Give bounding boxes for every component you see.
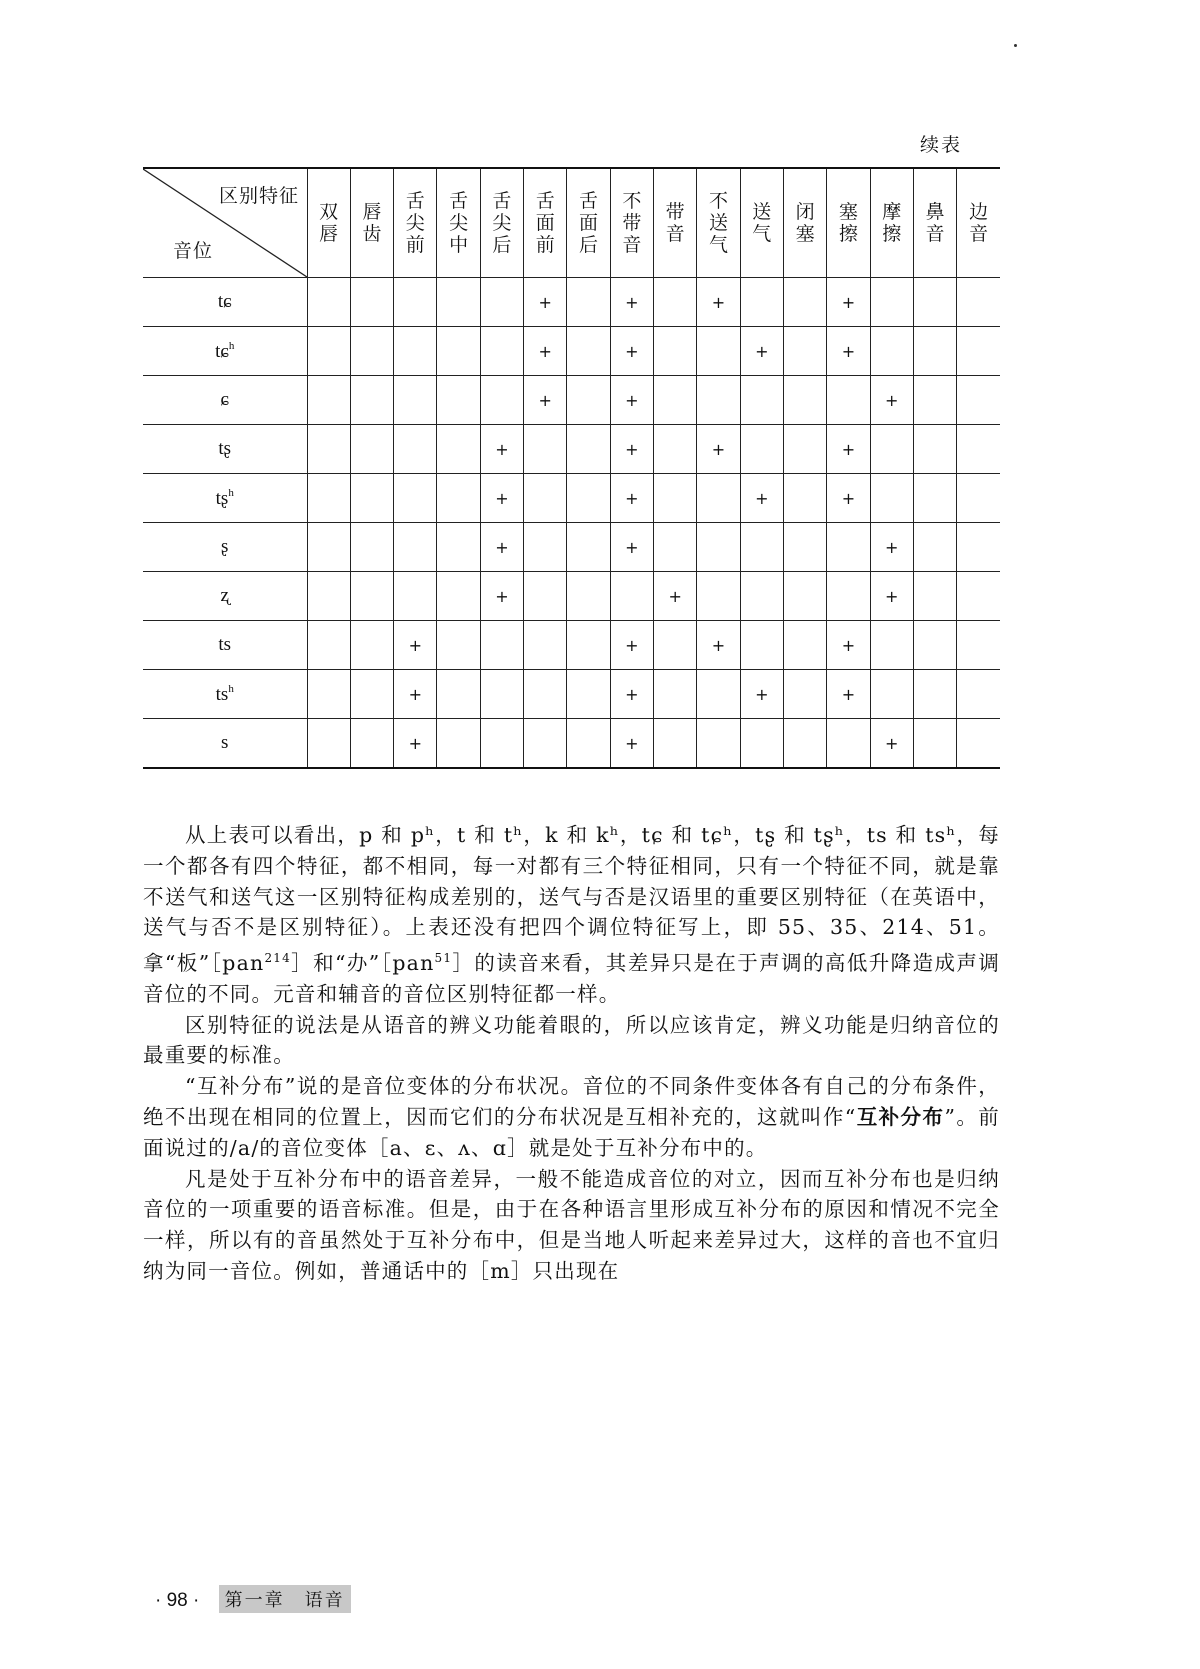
feature-plus-mark: + bbox=[740, 670, 783, 719]
table-corner-cell bbox=[143, 168, 307, 278]
aspiration-mark: h bbox=[228, 339, 235, 352]
empty-cell bbox=[437, 572, 480, 621]
empty-cell bbox=[740, 425, 783, 474]
empty-cell bbox=[957, 719, 1000, 769]
feature-plus-mark: + bbox=[480, 474, 523, 523]
empty-cell bbox=[567, 670, 610, 719]
empty-cell bbox=[654, 523, 697, 572]
empty-cell bbox=[567, 474, 610, 523]
table-row bbox=[143, 523, 1000, 572]
empty-cell bbox=[697, 572, 740, 621]
empty-cell bbox=[697, 670, 740, 719]
column-header: 带音 bbox=[654, 168, 697, 278]
column-header: 送气 bbox=[740, 168, 783, 278]
empty-cell bbox=[957, 572, 1000, 621]
feature-plus-mark: + bbox=[394, 670, 437, 719]
feature-plus-mark: + bbox=[654, 572, 697, 621]
tone-superscript: 214 bbox=[264, 951, 291, 966]
paragraph-4: 凡是处于互补分布中的语音差异，一般不能造成音位的对立，因而互补分布也是归纳音位的一项重要的语音标准。但是，由于在各种语言里形成互补分布的原因和情况不完全一样，所以有的音虽然处于互补分布中，但是当地人听起来差异过大，这样的音也不宜归纳为同一音位。例如，普通话中的［m］只出现在 bbox=[143, 1166, 1000, 1283]
empty-cell bbox=[524, 425, 567, 474]
phoneme-label: ɕ bbox=[143, 376, 307, 425]
empty-cell bbox=[740, 376, 783, 425]
empty-cell bbox=[740, 572, 783, 621]
empty-cell bbox=[740, 278, 783, 327]
phoneme-feature-table bbox=[143, 167, 1000, 769]
empty-cell bbox=[654, 327, 697, 376]
empty-cell bbox=[437, 327, 480, 376]
table-row bbox=[143, 278, 1000, 327]
empty-cell bbox=[783, 278, 826, 327]
empty-cell bbox=[567, 376, 610, 425]
empty-cell bbox=[957, 425, 1000, 474]
feature-plus-mark: + bbox=[870, 572, 913, 621]
table-row bbox=[143, 670, 1000, 719]
empty-cell bbox=[307, 572, 350, 621]
empty-cell bbox=[524, 719, 567, 769]
table-row bbox=[143, 376, 1000, 425]
phoneme-label: ʐ bbox=[143, 572, 307, 621]
empty-cell bbox=[480, 670, 523, 719]
empty-cell bbox=[567, 327, 610, 376]
aspiration-mark: h bbox=[228, 486, 234, 499]
feature-plus-mark: + bbox=[480, 425, 523, 474]
phoneme-label: $ts^h$ bbox=[143, 670, 307, 719]
feature-plus-mark: + bbox=[610, 719, 653, 769]
empty-cell bbox=[350, 719, 393, 769]
feature-plus-mark: + bbox=[697, 621, 740, 670]
empty-cell bbox=[783, 719, 826, 769]
empty-cell bbox=[827, 523, 870, 572]
table-row bbox=[143, 327, 1000, 376]
empty-cell bbox=[307, 474, 350, 523]
empty-cell bbox=[913, 572, 956, 621]
empty-cell bbox=[350, 327, 393, 376]
empty-cell bbox=[913, 327, 956, 376]
empty-cell bbox=[697, 376, 740, 425]
empty-cell bbox=[913, 425, 956, 474]
table-row bbox=[143, 474, 1000, 523]
feature-plus-mark: + bbox=[480, 523, 523, 572]
feature-plus-mark: + bbox=[524, 376, 567, 425]
feature-plus-mark: + bbox=[610, 278, 653, 327]
empty-cell bbox=[524, 670, 567, 719]
empty-cell bbox=[957, 670, 1000, 719]
empty-cell bbox=[957, 278, 1000, 327]
empty-cell bbox=[437, 719, 480, 769]
empty-cell bbox=[524, 474, 567, 523]
empty-cell bbox=[394, 278, 437, 327]
empty-cell bbox=[350, 572, 393, 621]
column-header: 舌尖前 bbox=[394, 168, 437, 278]
empty-cell bbox=[480, 376, 523, 425]
empty-cell bbox=[870, 425, 913, 474]
feature-plus-mark: + bbox=[697, 278, 740, 327]
empty-cell bbox=[697, 327, 740, 376]
empty-cell bbox=[437, 376, 480, 425]
empty-cell bbox=[654, 278, 697, 327]
empty-cell bbox=[654, 425, 697, 474]
empty-cell bbox=[567, 425, 610, 474]
empty-cell bbox=[524, 621, 567, 670]
empty-cell bbox=[740, 621, 783, 670]
paragraph-2: 区别特征的说法是从语音的辨义功能着眼的，所以应该肯定，辨义功能是归纳音位的最重要的标准。 bbox=[143, 1012, 1000, 1068]
empty-cell bbox=[697, 474, 740, 523]
paragraph-3: “互补分布”说的是音位变体的分布状况。音位的不同条件变体各有自己的分布条件，绝不出现在相同的位置上，因而它们的分布状况是互相补充的，这就叫作“互补分布”。前面说过的/a/的音位变体［a、ɛ、ʌ、ɑ］就是处于互补分布中的。 bbox=[143, 1074, 1000, 1160]
feature-plus-mark: + bbox=[827, 474, 870, 523]
empty-cell bbox=[567, 523, 610, 572]
column-header: 鼻音 bbox=[913, 168, 956, 278]
empty-cell bbox=[307, 621, 350, 670]
page-number: · 98 · bbox=[155, 1590, 200, 1611]
empty-cell bbox=[913, 376, 956, 425]
feature-plus-mark: + bbox=[480, 572, 523, 621]
column-header: 边音 bbox=[957, 168, 1000, 278]
feature-plus-mark: + bbox=[610, 523, 653, 572]
empty-cell bbox=[913, 278, 956, 327]
empty-cell bbox=[437, 670, 480, 719]
empty-cell bbox=[437, 621, 480, 670]
page-footer bbox=[155, 1585, 351, 1613]
column-header: 舌面前 bbox=[524, 168, 567, 278]
empty-cell bbox=[524, 523, 567, 572]
empty-cell bbox=[913, 670, 956, 719]
empty-cell bbox=[350, 670, 393, 719]
empty-cell bbox=[394, 474, 437, 523]
feature-plus-mark: + bbox=[394, 621, 437, 670]
empty-cell bbox=[437, 474, 480, 523]
column-header: 舌尖中 bbox=[437, 168, 480, 278]
feature-plus-mark: + bbox=[827, 670, 870, 719]
empty-cell bbox=[567, 572, 610, 621]
empty-cell bbox=[957, 474, 1000, 523]
empty-cell bbox=[913, 523, 956, 572]
empty-cell bbox=[913, 719, 956, 769]
empty-cell bbox=[783, 523, 826, 572]
empty-cell bbox=[783, 621, 826, 670]
empty-cell bbox=[307, 670, 350, 719]
empty-cell bbox=[827, 376, 870, 425]
table-row bbox=[143, 572, 1000, 621]
column-header: 摩擦 bbox=[870, 168, 913, 278]
bold-term: 互补分布 bbox=[856, 1105, 945, 1129]
feature-plus-mark: + bbox=[870, 719, 913, 769]
empty-cell bbox=[437, 278, 480, 327]
empty-cell bbox=[870, 670, 913, 719]
feature-plus-mark: + bbox=[610, 425, 653, 474]
empty-cell bbox=[957, 523, 1000, 572]
phoneme-label: tɕ bbox=[143, 278, 307, 327]
feature-plus-mark: + bbox=[524, 327, 567, 376]
phoneme-label: tʂ bbox=[143, 425, 307, 474]
empty-cell bbox=[307, 425, 350, 474]
body-text bbox=[143, 820, 1000, 1287]
table-row bbox=[143, 621, 1000, 670]
empty-cell bbox=[870, 278, 913, 327]
empty-cell bbox=[480, 719, 523, 769]
column-header: 不送气 bbox=[697, 168, 740, 278]
empty-cell bbox=[913, 474, 956, 523]
empty-cell bbox=[394, 523, 437, 572]
feature-plus-mark: + bbox=[740, 474, 783, 523]
empty-cell bbox=[783, 327, 826, 376]
empty-cell bbox=[783, 670, 826, 719]
empty-cell bbox=[394, 327, 437, 376]
empty-cell bbox=[697, 719, 740, 769]
continued-table-label: 续表 bbox=[920, 134, 963, 156]
feature-plus-mark: + bbox=[610, 474, 653, 523]
empty-cell bbox=[567, 278, 610, 327]
empty-cell bbox=[654, 474, 697, 523]
empty-cell bbox=[740, 719, 783, 769]
empty-cell bbox=[654, 376, 697, 425]
feature-plus-mark: + bbox=[610, 670, 653, 719]
column-header: 唇齿 bbox=[350, 168, 393, 278]
empty-cell bbox=[783, 474, 826, 523]
empty-cell bbox=[394, 425, 437, 474]
feature-plus-mark: + bbox=[870, 376, 913, 425]
phoneme-label: ts bbox=[143, 621, 307, 670]
feature-plus-mark: + bbox=[827, 621, 870, 670]
feature-plus-mark: + bbox=[610, 376, 653, 425]
feature-plus-mark: + bbox=[697, 425, 740, 474]
empty-cell bbox=[957, 621, 1000, 670]
empty-cell bbox=[610, 572, 653, 621]
empty-cell bbox=[394, 376, 437, 425]
empty-cell bbox=[350, 523, 393, 572]
column-header: 舌面后 bbox=[567, 168, 610, 278]
empty-cell bbox=[524, 572, 567, 621]
empty-cell bbox=[697, 523, 740, 572]
empty-cell bbox=[307, 376, 350, 425]
empty-cell bbox=[957, 376, 1000, 425]
corner-label-features: 区别特征 bbox=[218, 185, 299, 207]
empty-cell bbox=[783, 425, 826, 474]
feature-plus-mark: + bbox=[827, 327, 870, 376]
feature-plus-mark: + bbox=[827, 278, 870, 327]
tone-superscript: 51 bbox=[434, 951, 453, 966]
feature-plus-mark: + bbox=[610, 621, 653, 670]
feature-plus-mark: + bbox=[740, 327, 783, 376]
table-row bbox=[143, 719, 1000, 769]
empty-cell bbox=[870, 474, 913, 523]
column-header: 不带音 bbox=[610, 168, 653, 278]
empty-cell bbox=[783, 572, 826, 621]
phoneme-label: ʂ bbox=[143, 523, 307, 572]
empty-cell bbox=[394, 572, 437, 621]
empty-cell bbox=[307, 278, 350, 327]
empty-cell bbox=[350, 376, 393, 425]
chapter-label: 第一章 语音 bbox=[219, 1585, 351, 1613]
corner-label-phonemes: 音位 bbox=[173, 240, 214, 262]
aspiration-mark: h bbox=[228, 682, 234, 695]
empty-cell bbox=[654, 719, 697, 769]
empty-cell bbox=[437, 523, 480, 572]
paragraph-1: 从上表可以看出，p 和 pʰ，t 和 tʰ，k 和 kʰ，tɕ 和 tɕʰ，tʂ 和 tʂʰ，ts 和 tsʰ，每一个都各有四个特征，都不相同，每一对都有三个特征相同，只有一个特征不同，就是靠不送气和送气这一区别特征构成差别的，送气与否是汉语里的重要区别特征（在英语中，送气与否不是区别特征）。上表还没有把四个调位特征写上，即 55、35、214、51。拿“板”［pan$^{214}$］和“办”［pan$^{51}$］的读音来看，其差异只是在于声调的高低升降造成声调音位的不同。元音和辅音的音位区别特征都一样。 bbox=[143, 823, 1001, 1006]
scan-speck bbox=[1014, 44, 1017, 47]
empty-cell bbox=[654, 621, 697, 670]
column-header: 塞擦 bbox=[827, 168, 870, 278]
empty-cell bbox=[307, 327, 350, 376]
empty-cell bbox=[827, 719, 870, 769]
empty-cell bbox=[307, 719, 350, 769]
column-header: 舌尖后 bbox=[480, 168, 523, 278]
empty-cell bbox=[437, 425, 480, 474]
empty-cell bbox=[783, 376, 826, 425]
phoneme-label: tɕ$^h$ bbox=[143, 327, 307, 376]
feature-plus-mark: + bbox=[870, 523, 913, 572]
feature-plus-mark: + bbox=[394, 719, 437, 769]
column-header: 双唇 bbox=[307, 168, 350, 278]
table-header-row bbox=[143, 168, 1000, 278]
empty-cell bbox=[350, 474, 393, 523]
table-row bbox=[143, 425, 1000, 474]
empty-cell bbox=[350, 278, 393, 327]
empty-cell bbox=[480, 278, 523, 327]
phoneme-label: tʂ$^h$ bbox=[143, 474, 307, 523]
empty-cell bbox=[480, 621, 523, 670]
empty-cell bbox=[350, 425, 393, 474]
empty-cell bbox=[913, 621, 956, 670]
column-header: 闭塞 bbox=[783, 168, 826, 278]
empty-cell bbox=[870, 327, 913, 376]
empty-cell bbox=[957, 327, 1000, 376]
empty-cell bbox=[480, 327, 523, 376]
empty-cell bbox=[870, 621, 913, 670]
empty-cell bbox=[307, 523, 350, 572]
empty-cell bbox=[567, 621, 610, 670]
empty-cell bbox=[350, 621, 393, 670]
empty-cell bbox=[827, 572, 870, 621]
feature-plus-mark: + bbox=[524, 278, 567, 327]
phoneme-label: s bbox=[143, 719, 307, 769]
empty-cell bbox=[567, 719, 610, 769]
feature-plus-mark: + bbox=[610, 327, 653, 376]
empty-cell bbox=[740, 523, 783, 572]
empty-cell bbox=[654, 670, 697, 719]
feature-plus-mark: + bbox=[827, 425, 870, 474]
